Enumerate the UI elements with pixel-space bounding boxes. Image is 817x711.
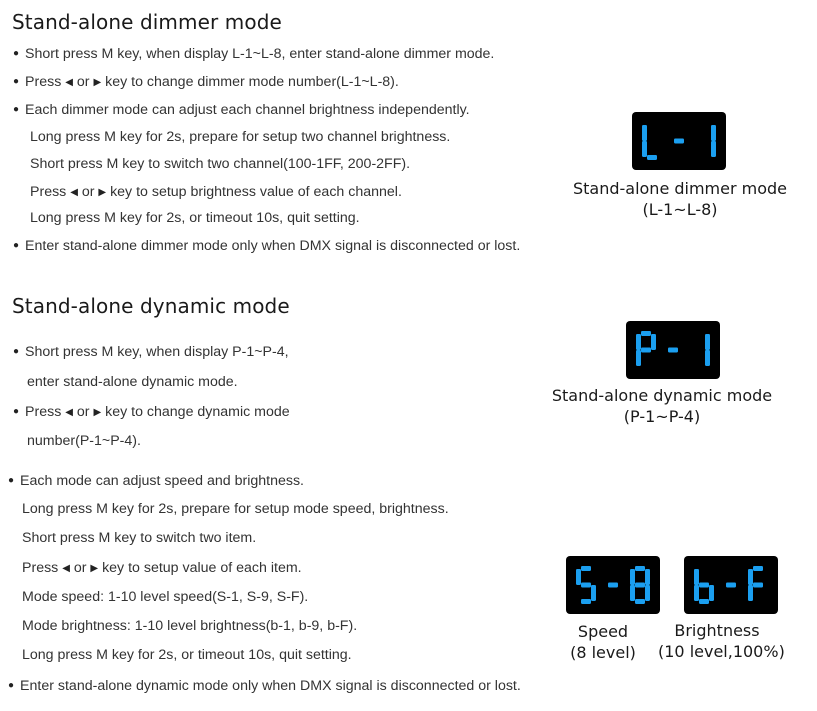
brightness-caption: Brightness (10 level,100%) xyxy=(658,621,785,661)
lcd-segment xyxy=(748,569,753,585)
left-arrow-icon: ◀ xyxy=(65,77,73,88)
dimmer-line-2: ● Press ◀ or ▶ key to change dimmer mode number(L-1~L-8). xyxy=(13,73,399,93)
dimmer-line-8: ● Enter stand-alone dimmer mode only when DMX signal is disconnected or lost. xyxy=(13,237,520,257)
dynamic-lcd-display xyxy=(626,321,720,379)
lcd-segment xyxy=(645,585,650,601)
dimmer-line-7: Long press M key for 2s, or timeout 10s, quit setting. xyxy=(30,210,360,226)
lcd-segment xyxy=(699,599,709,604)
brightness-lcd-display xyxy=(684,556,778,614)
seven-segment-readout xyxy=(636,331,710,369)
dynamic-mode-heading: Stand-alone dynamic mode xyxy=(12,294,290,318)
dynamic-line-12: ● Enter stand-alone dynamic mode only when DMX signal is disconnected or lost. xyxy=(8,677,521,697)
dynamic-line-4: number(P-1~P-4). xyxy=(27,433,141,449)
dynamic-line-10: Mode brightness: 1-10 level brightness(b-1, b-9, b-F). xyxy=(22,618,358,634)
dynamic-line-3: ● Press ◀ or ▶ key to change dynamic mode xyxy=(13,403,290,423)
right-arrow-icon: ▶ xyxy=(90,563,99,574)
lcd-segment xyxy=(641,331,651,336)
dynamic-line-1: ● Short press M key, when display P-1~P-4, xyxy=(13,343,289,363)
lcd-segment xyxy=(636,350,641,366)
right-arrow-icon: ▶ xyxy=(93,77,102,88)
speed-lcd-display xyxy=(566,556,660,614)
lcd-segment xyxy=(705,334,710,350)
left-arrow-icon: ◀ xyxy=(70,187,78,198)
lcd-segment xyxy=(705,350,710,366)
lcd-segment xyxy=(608,583,618,588)
lcd-segment xyxy=(630,569,635,585)
dynamic-line-5: ● Each mode can adjust speed and brightness. xyxy=(8,472,304,492)
lcd-segment xyxy=(576,569,581,585)
dynamic-line-6: Long press M key for 2s, prepare for setup mode speed, brightness. xyxy=(22,501,449,517)
lcd-segment xyxy=(635,599,645,604)
seven-segment-readout xyxy=(576,566,650,604)
lcd-segment xyxy=(668,348,678,353)
lcd-segment xyxy=(709,585,714,601)
dimmer-line-3: ● Each dimmer mode can adjust each channel brightness independently. xyxy=(13,101,470,121)
seven-segment-readout xyxy=(642,122,716,160)
dimmer-line-6: Press ◀ or ▶ key to setup brightness value of each channel. xyxy=(30,184,402,200)
lcd-segment xyxy=(711,141,716,157)
lcd-segment xyxy=(581,583,591,588)
lcd-segment xyxy=(630,585,635,601)
lcd-segment xyxy=(726,583,736,588)
dimmer-line-4: Long press M key for 2s, prepare for setup two channel brightness. xyxy=(30,129,451,145)
dimmer-mode-heading: Stand-alone dimmer mode xyxy=(12,10,282,34)
lcd-segment xyxy=(647,155,657,160)
dynamic-display-caption: Stand-alone dynamic mode (P-1~P-4) xyxy=(551,386,773,426)
lcd-segment xyxy=(748,585,753,601)
dynamic-line-11: Long press M key for 2s, or timeout 10s, quit setting. xyxy=(22,647,352,663)
lcd-segment xyxy=(694,569,699,585)
lcd-segment xyxy=(694,585,699,601)
lcd-segment xyxy=(635,583,645,588)
dimmer-lcd-display xyxy=(632,112,726,170)
right-arrow-icon: ▶ xyxy=(93,407,102,418)
lcd-segment xyxy=(753,583,763,588)
lcd-segment xyxy=(642,141,647,157)
lcd-segment xyxy=(642,125,647,141)
lcd-segment xyxy=(581,566,591,571)
dimmer-line-1: ● Short press M key, when display L-1~L-8, enter stand-alone dimmer mode. xyxy=(13,45,494,65)
dynamic-line-2: enter stand-alone dynamic mode. xyxy=(27,374,238,390)
dynamic-line-7: Short press M key to switch two item. xyxy=(22,530,257,546)
dynamic-line-9: Mode speed: 1-10 level speed(S-1, S-9, S-F). xyxy=(22,589,309,605)
lcd-segment xyxy=(699,583,709,588)
lcd-segment xyxy=(636,334,641,350)
lcd-segment xyxy=(641,348,651,353)
lcd-segment xyxy=(591,585,596,601)
seven-segment-readout xyxy=(694,566,768,604)
lcd-segment xyxy=(674,139,684,144)
lcd-segment xyxy=(635,566,645,571)
left-arrow-icon: ◀ xyxy=(62,563,70,574)
left-arrow-icon: ◀ xyxy=(65,407,73,418)
lcd-segment xyxy=(581,599,591,604)
dimmer-line-5: Short press M key to switch two channel(100-1FF, 200-2FF). xyxy=(30,156,411,172)
dimmer-display-caption: Stand-alone dimmer mode (L-1~L-8) xyxy=(572,179,788,219)
lcd-segment xyxy=(645,569,650,585)
lcd-segment xyxy=(711,125,716,141)
lcd-segment xyxy=(651,334,656,350)
lcd-segment xyxy=(753,566,763,571)
right-arrow-icon: ▶ xyxy=(98,187,107,198)
speed-caption: Speed (8 level) xyxy=(570,622,636,662)
dynamic-line-8: Press ◀ or ▶ key to setup value of each item. xyxy=(22,560,302,576)
